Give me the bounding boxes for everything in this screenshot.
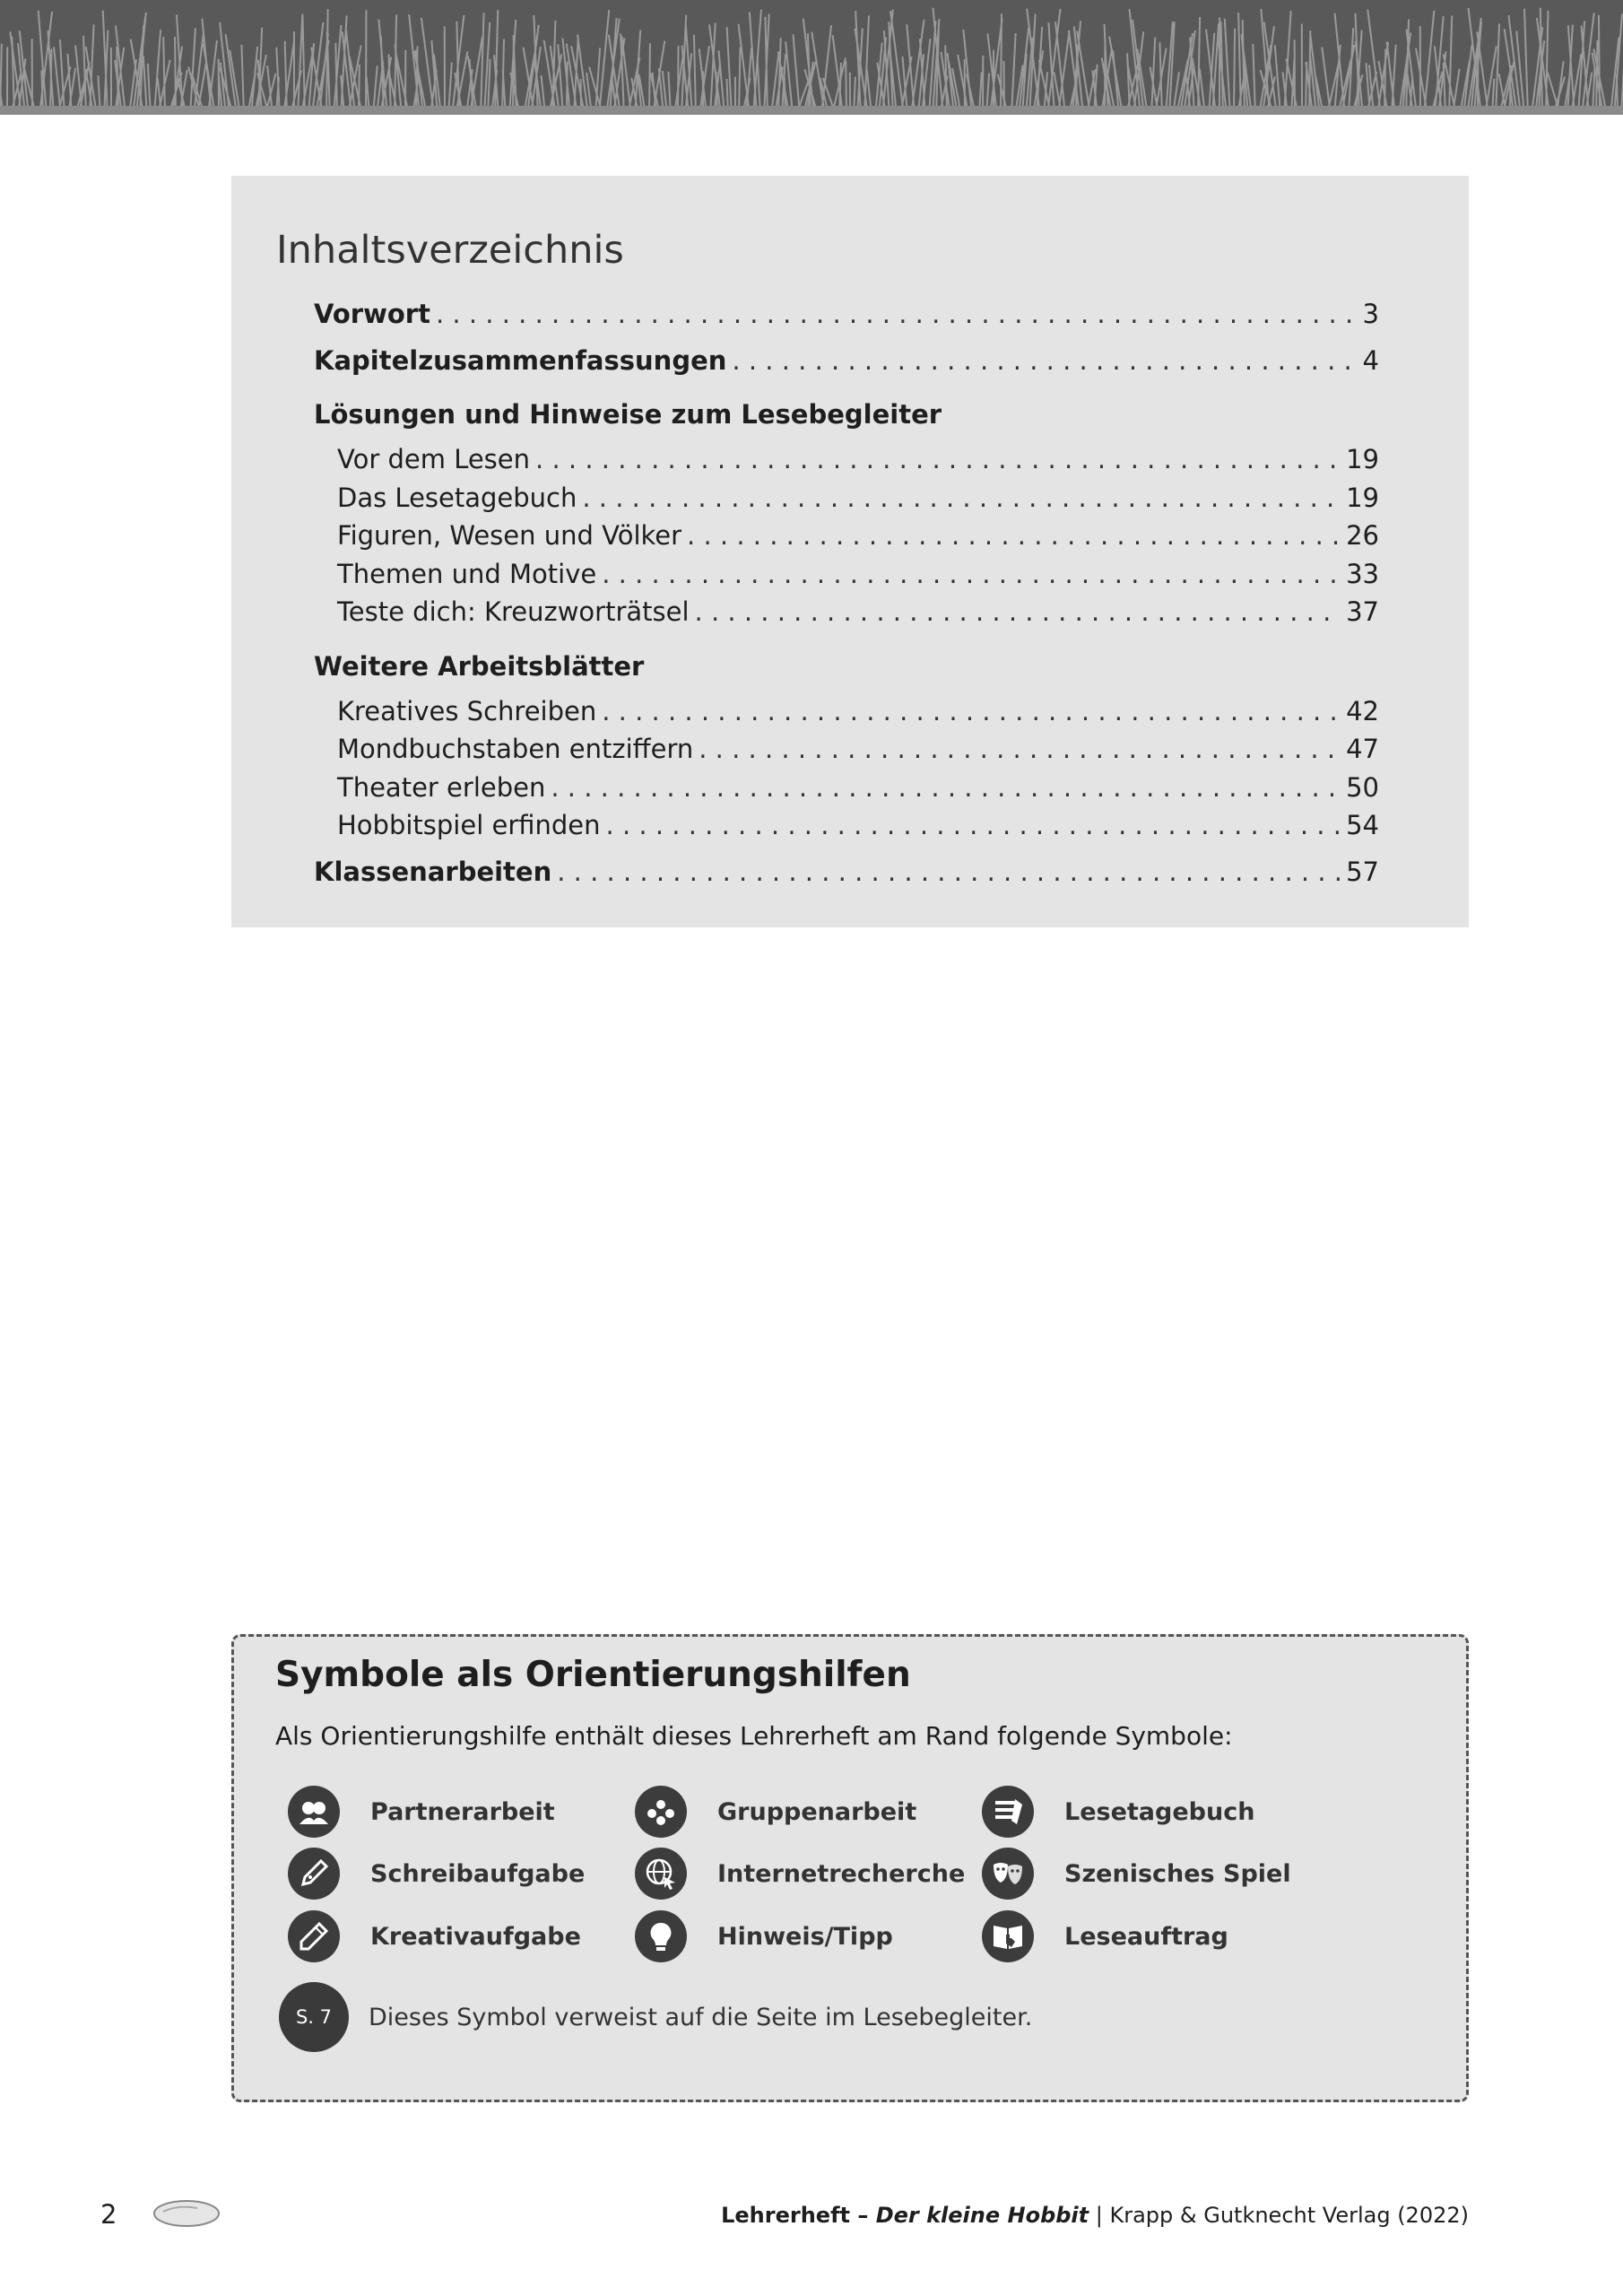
lightbulb-icon [635, 1910, 687, 1962]
toc-entry[interactable] [337, 441, 1379, 477]
symbol-label: Kreativaufgabe [370, 1922, 581, 1951]
symbol-label: Szenisches Spiel [1064, 1859, 1291, 1888]
toc-entry-label: Mondbuchstaben entziffern [337, 734, 694, 764]
toc-leader-dots [606, 807, 1341, 843]
symbol-item [635, 1848, 965, 1900]
toc-leader-dots [699, 731, 1341, 767]
toc-entry-page: 57 [1346, 857, 1379, 887]
toc-entry-page: 42 [1346, 696, 1379, 726]
symbol-item [982, 1910, 1228, 1962]
footer-credit [721, 2203, 1469, 2228]
symbols-intro: Als Orientierungshilfe enthält dieses Lehrerheft am Rand folgende Symbole: [275, 1721, 1233, 1751]
toc-entry[interactable] [337, 556, 1379, 592]
toc-leader-dots [732, 343, 1357, 378]
header-grass-band [0, 0, 1623, 115]
page-reference-explainer [279, 1982, 1032, 2052]
toc-entry-label: Teste dich: Kreuzworträtsel [337, 596, 690, 627]
grass-decoration [0, 0, 1623, 115]
toc-entry-label: Vorwort [314, 299, 430, 329]
symbol-label: Schreibaufgabe [370, 1859, 586, 1888]
symbols-title: Symbole als Orientierungshilfen [275, 1655, 911, 1695]
toc-entry-page: 19 [1346, 483, 1379, 513]
group-icon [635, 1786, 687, 1838]
toc-entry-page: 4 [1362, 345, 1379, 376]
toc-entry-label: Klassenarbeiten [314, 857, 552, 887]
toc-entry-kapitel[interactable] [314, 343, 1379, 378]
symbol-item [982, 1848, 1291, 1900]
toc-leader-dots [602, 556, 1341, 592]
symbol-label: Gruppenarbeit [717, 1797, 917, 1826]
toc-entry[interactable] [337, 770, 1379, 805]
symbol-item [288, 1848, 585, 1900]
symbol-label: Hinweis/Tipp [717, 1922, 893, 1951]
toc-entry-page: 19 [1346, 444, 1379, 474]
toc-title: Inhaltsverzeichnis [276, 228, 624, 273]
symbol-item [982, 1786, 1254, 1838]
globe-cursor-icon [635, 1848, 687, 1900]
toc-entry-label: Figuren, Wesen und Völker [337, 520, 682, 551]
stone-icon [151, 2196, 222, 2231]
toc-entry-label: Theater erleben [337, 772, 546, 803]
theatre-masks-icon [982, 1848, 1034, 1900]
toc-entry-vorwort[interactable] [314, 296, 1379, 332]
footer-part-1: Lehrerheft – [721, 2203, 876, 2228]
page-reference-text: Dieses Symbol verweist auf die Seite im Lesebegleiter. [369, 2003, 1033, 2031]
symbol-label: Internetrecherche [717, 1859, 966, 1888]
toc-entry-page: 26 [1346, 520, 1379, 551]
symbol-item [635, 1910, 893, 1962]
toc-entry-label: Das Lesetagebuch [337, 483, 577, 513]
diary-icon [982, 1786, 1034, 1838]
toc-entry-page: 54 [1346, 810, 1379, 840]
partner-icon [288, 1786, 340, 1838]
footer-publisher: | Krapp & Gutknecht Verlag (2022) [1089, 2203, 1469, 2228]
page-reference-badge: S. 7 [279, 1982, 349, 2052]
footer-book-title: Der kleine Hobbit [875, 2203, 1089, 2228]
symbol-label: Leseauftrag [1064, 1922, 1228, 1951]
toc-entry-page: 33 [1346, 559, 1379, 589]
toc-entry-page: 3 [1362, 299, 1379, 329]
pen-nib-icon [288, 1848, 340, 1900]
toc-leader-dots [551, 770, 1341, 805]
toc-leader-dots [687, 517, 1341, 553]
toc-entry[interactable] [337, 807, 1379, 843]
toc-entry[interactable] [337, 731, 1379, 767]
toc-section-loesungen: Lösungen und Hinweise zum Lesebegleiter [314, 399, 942, 430]
toc-leader-dots [436, 296, 1358, 332]
toc-entry[interactable] [337, 517, 1379, 553]
symbols-legend [231, 1634, 1469, 2102]
symbol-item [288, 1786, 555, 1838]
toc-entry-label: Themen und Motive [337, 559, 597, 589]
symbol-label: Lesetagebuch [1064, 1797, 1255, 1826]
toc-entry-label: Kreatives Schreiben [337, 696, 597, 726]
toc-leader-dots [602, 693, 1341, 729]
toc-entry-page: 47 [1346, 734, 1379, 764]
toc-entry[interactable] [337, 480, 1379, 516]
toc-entry-klassenarbeiten[interactable] [314, 854, 1379, 890]
toc-entry[interactable] [337, 693, 1379, 729]
pencil-icon [288, 1910, 340, 1962]
symbol-item [288, 1910, 581, 1962]
toc-leader-dots [695, 594, 1341, 630]
toc-section-weitere: Weitere Arbeitsblätter [314, 651, 645, 682]
book-hand-icon [982, 1910, 1034, 1962]
toc-leader-dots [535, 441, 1341, 477]
symbol-label: Partnerarbeit [370, 1797, 555, 1826]
toc-entry-label: Hobbitspiel erfinden [337, 810, 601, 840]
toc-entry[interactable] [337, 594, 1379, 630]
symbol-item [635, 1786, 916, 1838]
toc-entry-label: Kapitelzusammenfassungen [314, 345, 727, 376]
toc-leader-dots [582, 480, 1341, 516]
toc-entry-page: 50 [1346, 772, 1379, 803]
table-of-contents [231, 176, 1469, 927]
page-number: 2 [100, 2199, 117, 2230]
toc-entry-page: 37 [1346, 596, 1379, 627]
toc-leader-dots [557, 854, 1341, 890]
toc-entry-label: Vor dem Lesen [337, 444, 531, 474]
